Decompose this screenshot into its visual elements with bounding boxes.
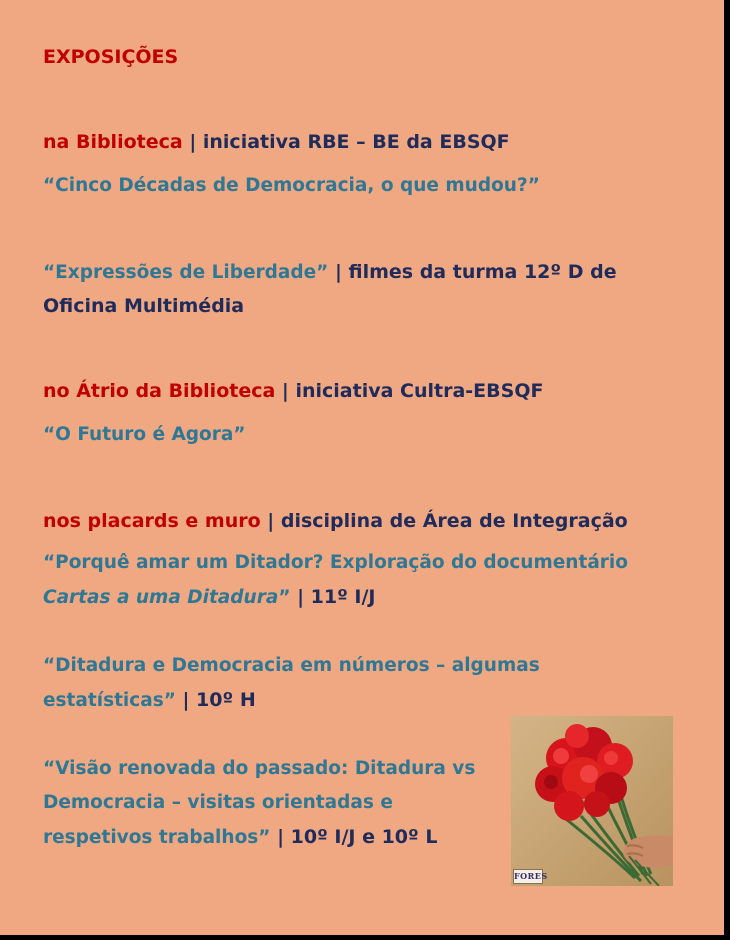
exhibit-entry [43,255,617,290]
section1-header [43,125,510,159]
separator: | [275,380,296,402]
section1-place: na Biblioteca [43,131,183,153]
exhibit-title [43,786,393,820]
exhibit-class: | 11º I/J [290,586,376,608]
exhibit-class: | 10º H [175,689,256,711]
exhibit-entry [43,820,437,855]
section2-place: no Átrio da Biblioteca [43,380,276,402]
exhibit-entry [43,683,256,718]
exhibit-title-text: “Porquê amar um Ditador? Exploração do documentário [43,552,628,573]
exhibit-title-text: “Ditadura e Democracia em números – algumas [43,655,540,676]
closing-quote: ” [278,587,291,608]
exhibit-title [43,418,246,452]
exhibit-title-text: “Visão renovada do passado: Ditadura vs [43,758,476,779]
carnations-illustration [511,716,673,886]
section3-initiative: disciplina de Área de Integração [280,510,628,532]
exhibit-detail: | filmes da turma 12º D de [328,261,617,283]
exhibit-title [43,546,628,580]
exhibit-title [43,752,475,786]
exhibit-title-text: Democracia – visitas orientadas e [43,792,393,813]
carnations-photo [511,716,673,886]
section3-place: nos placards e muro [43,510,261,532]
exhibit-title-text: “Cinco Décadas de Democracia, o que mudou?” [43,175,540,196]
exhibit-title-text: “Expressões de Liberdade” [43,262,329,283]
exhibit-detail-line [43,289,244,323]
exhibit-entry [43,580,376,615]
exhibit-title-text: estatísticas” [43,690,176,711]
exhibit-class: | 10º I/J e 10º L [270,826,438,848]
section2-initiative: iniciativa Cultra-EBSQF [295,380,544,402]
exhibit-title-text: respetivos trabalhos” [43,827,271,848]
exhibit-detail: Oficina Multimédia [43,295,245,317]
separator: | [260,510,281,532]
page-title [43,40,178,74]
exhibit-title [43,649,540,683]
film-title-italic: Cartas a uma Ditadura [43,587,279,608]
fores-logo: FORES [513,869,543,884]
section1-initiative: iniciativa RBE – BE da EBSQF [202,131,510,153]
separator: | [182,131,203,153]
heading-text: EXPOSIÇÕES [43,46,179,68]
section2-header [43,374,543,408]
section3-header [43,504,628,538]
exhibit-title-text: “O Futuro é Agora” [43,424,246,445]
exhibit-title [43,169,540,203]
